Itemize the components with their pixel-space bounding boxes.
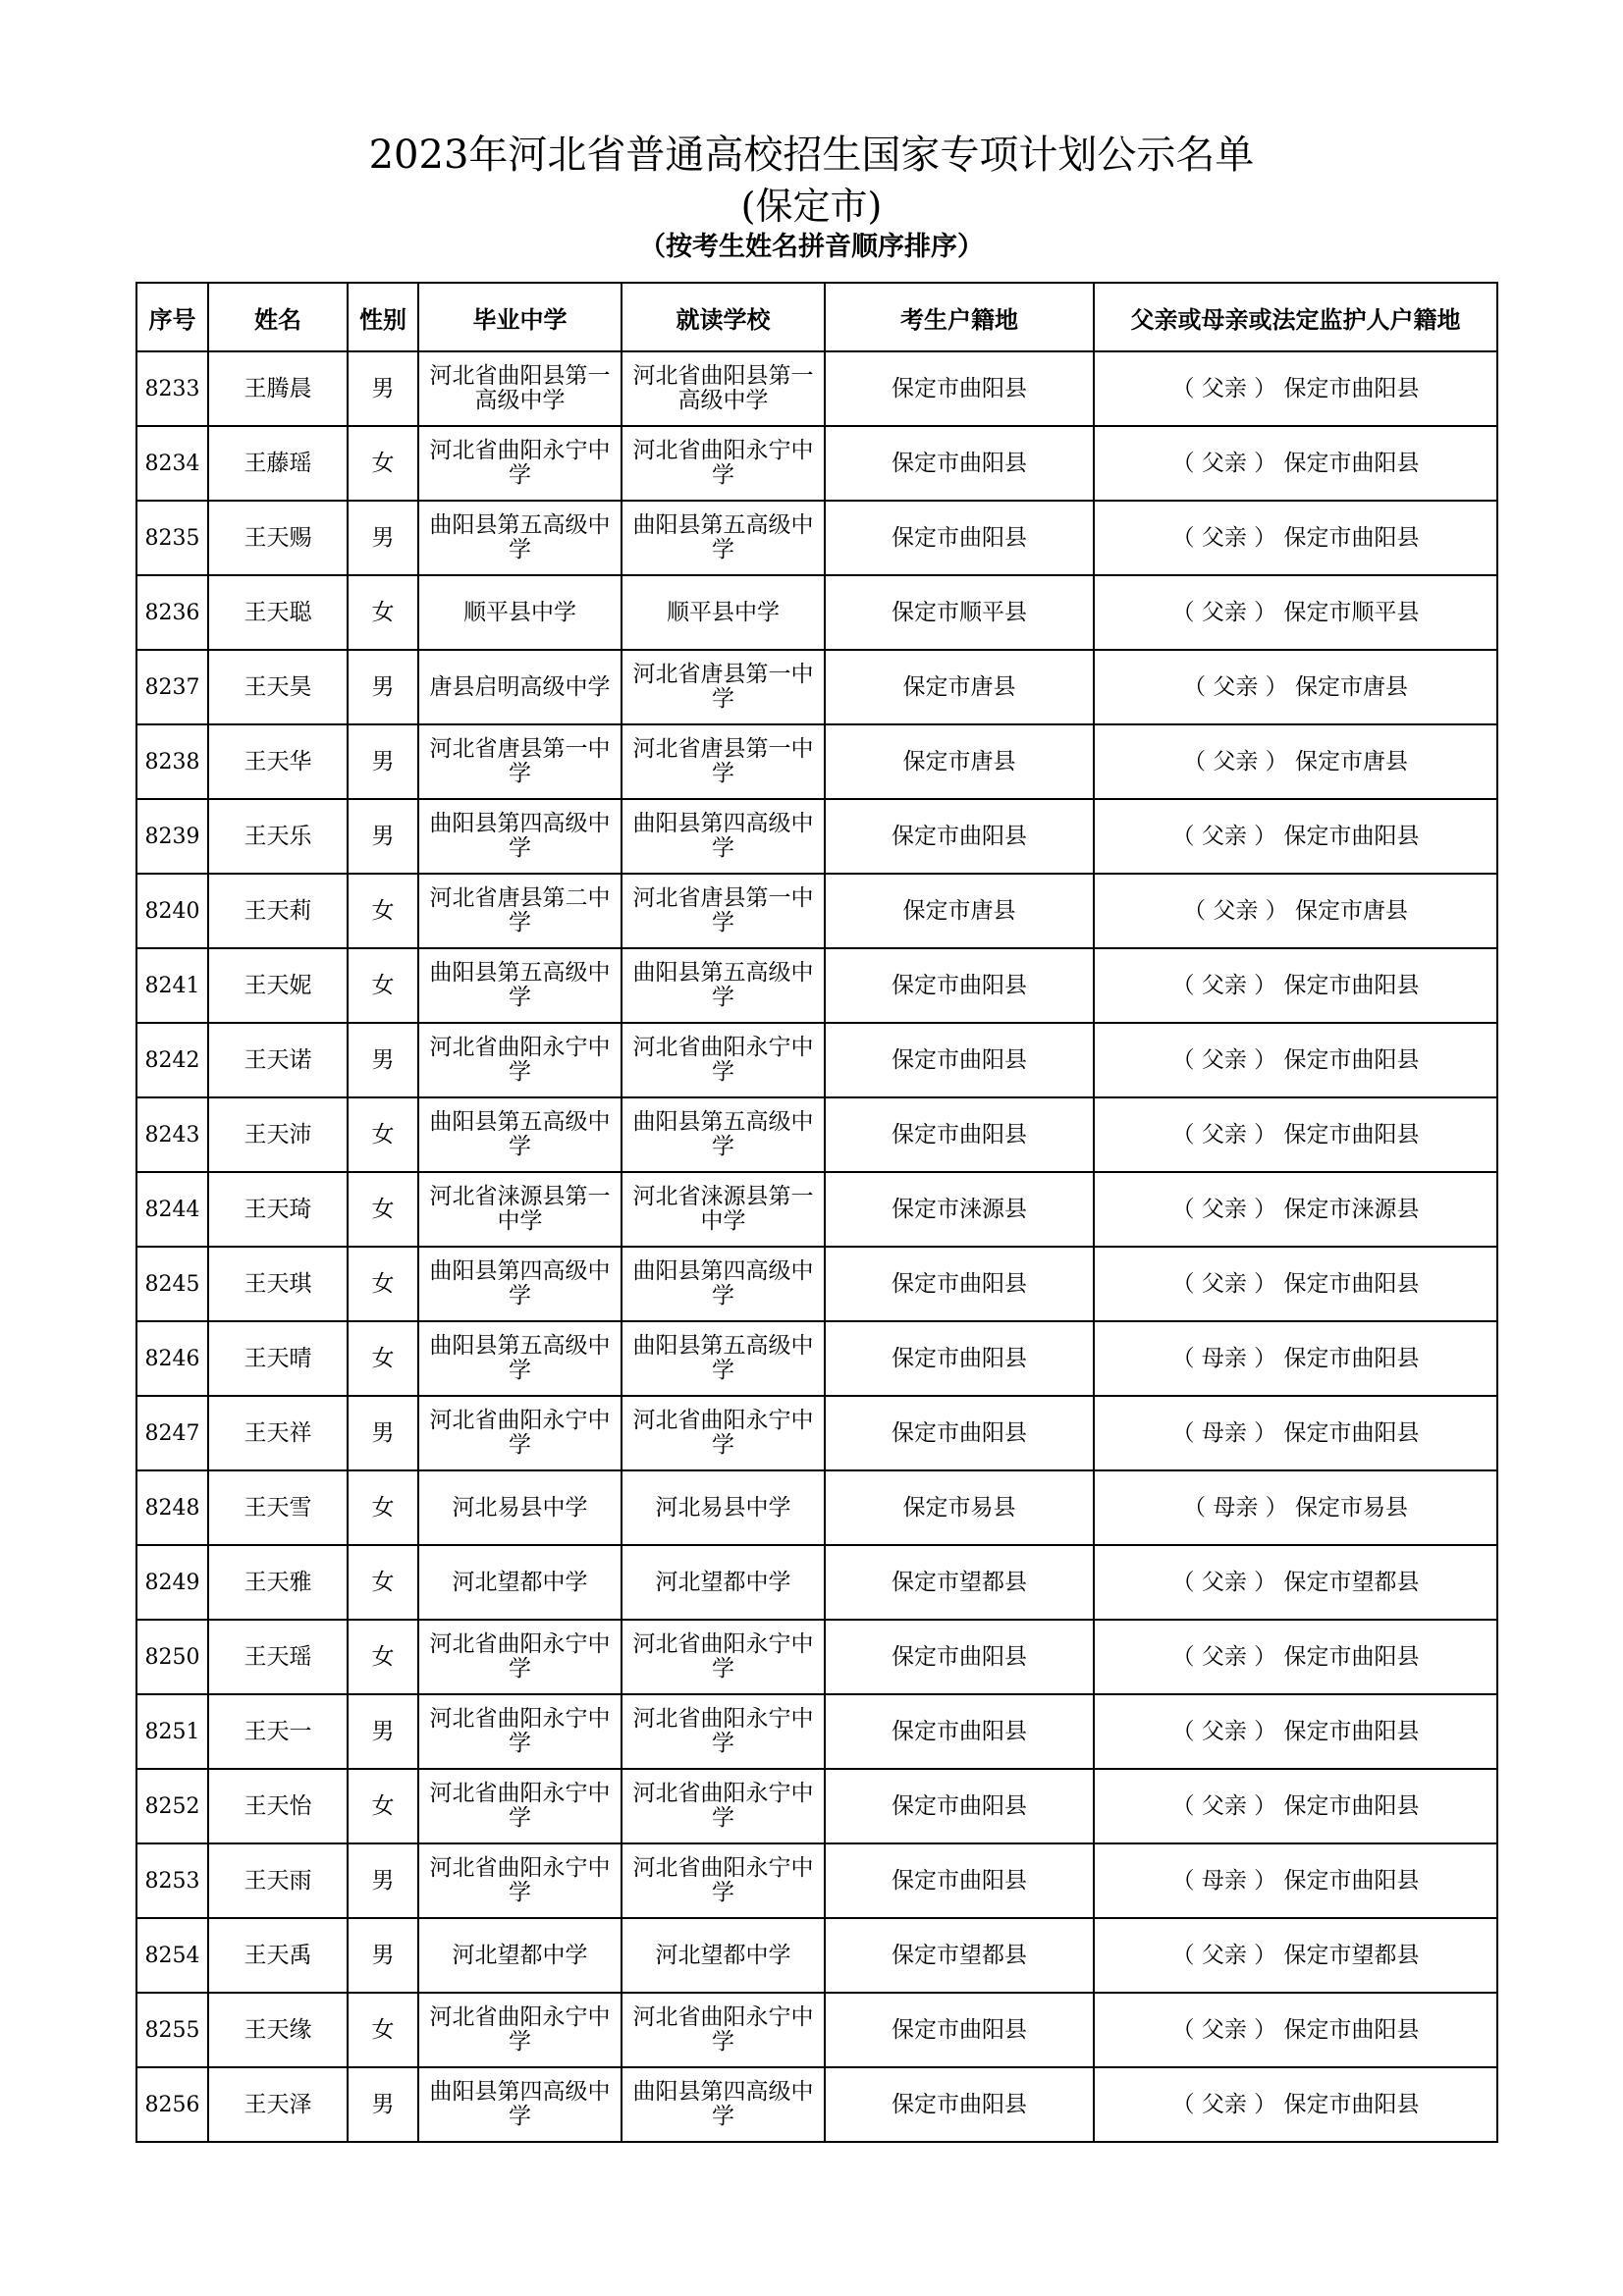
header-row xyxy=(136,283,1497,351)
seq-cell: 8245 xyxy=(136,1247,208,1321)
name-cell: 王天沛 xyxy=(208,1097,348,1172)
table-header xyxy=(136,283,1497,351)
name-cell: 王天泽 xyxy=(208,2067,348,2142)
table-row xyxy=(136,1023,1497,1097)
school-name-text: 河北易县中学 xyxy=(655,1494,791,1521)
school-name-text: 河北省曲阳永宁中学 xyxy=(632,1631,814,1682)
school-name-text: 河北省唐县第一中学 xyxy=(632,885,814,935)
current-school-cell xyxy=(622,1321,825,1396)
seq-cell: 8233 xyxy=(136,351,208,426)
table-row xyxy=(136,1545,1497,1620)
gender-cell: 女 xyxy=(348,1097,418,1172)
gender-cell: 男 xyxy=(348,799,418,874)
current-school-cell xyxy=(622,799,825,874)
student-hukou-cell: 保定市曲阳县 xyxy=(825,948,1094,1023)
table-row xyxy=(136,1247,1497,1321)
table-row xyxy=(136,1097,1497,1172)
student-hukou-cell: 保定市唐县 xyxy=(825,650,1094,724)
graduated-school-cell xyxy=(418,1247,622,1321)
gender-cell: 男 xyxy=(348,1918,418,1993)
student-hukou-cell: 保定市顺平县 xyxy=(825,575,1094,650)
name-cell: 王天禹 xyxy=(208,1918,348,1993)
guardian-hukou-cell: （ 父亲 ） 保定市曲阳县 xyxy=(1094,351,1497,426)
guardian-hukou-cell: （ 父亲 ） 保定市唐县 xyxy=(1094,874,1497,948)
guardian-hukou-cell: （ 父亲 ） 保定市曲阳县 xyxy=(1094,1694,1497,1769)
seq-cell: 8241 xyxy=(136,948,208,1023)
school-name-text: 河北省曲阳永宁中学 xyxy=(632,1408,814,1458)
guardian-hukou-cell: （ 母亲 ） 保定市曲阳县 xyxy=(1094,1843,1497,1918)
guardian-hukou-cell: （ 父亲 ） 保定市曲阳县 xyxy=(1094,2067,1497,2142)
school-name-text: 河北省曲阳永宁中学 xyxy=(429,1706,611,1756)
name-cell: 王天晴 xyxy=(208,1321,348,1396)
student-hukou-cell: 保定市曲阳县 xyxy=(825,1023,1094,1097)
guardian-hukou-cell: （ 父亲 ） 保定市顺平县 xyxy=(1094,575,1497,650)
graduated-school-cell xyxy=(418,1694,622,1769)
school-name-text: 河北省曲阳永宁中学 xyxy=(429,2004,611,2055)
gender-cell: 女 xyxy=(348,575,418,650)
graduated-school-cell xyxy=(418,1097,622,1172)
student-hukou-cell: 保定市涞源县 xyxy=(825,1172,1094,1247)
header-cell-name: 姓名 xyxy=(208,283,348,351)
name-cell: 王天雨 xyxy=(208,1843,348,1918)
gender-cell: 女 xyxy=(348,1993,418,2067)
student-hukou-cell: 保定市曲阳县 xyxy=(825,1321,1094,1396)
current-school-cell xyxy=(622,501,825,575)
school-name-text: 河北望都中学 xyxy=(452,1942,588,1968)
seq-cell: 8249 xyxy=(136,1545,208,1620)
table-row xyxy=(136,2067,1497,2142)
guardian-hukou-cell: （ 父亲 ） 保定市曲阳县 xyxy=(1094,1993,1497,2067)
gender-cell: 女 xyxy=(348,1769,418,1843)
seq-cell: 8237 xyxy=(136,650,208,724)
school-name-text: 河北省涞源县第一中学 xyxy=(429,1184,611,1234)
seq-cell: 8256 xyxy=(136,2067,208,2142)
table-row xyxy=(136,650,1497,724)
guardian-hukou-cell: （ 父亲 ） 保定市曲阳县 xyxy=(1094,1097,1497,1172)
header-cell-gender: 性别 xyxy=(348,283,418,351)
graduated-school-cell xyxy=(418,2067,622,2142)
name-cell: 王天妮 xyxy=(208,948,348,1023)
header-cell-student-hukou: 考生户籍地 xyxy=(825,283,1094,351)
gender-cell: 女 xyxy=(348,948,418,1023)
seq-cell: 8247 xyxy=(136,1396,208,1470)
table-row xyxy=(136,1396,1497,1470)
graduated-school-cell xyxy=(418,948,622,1023)
guardian-hukou-cell: （ 父亲 ） 保定市曲阳县 xyxy=(1094,1023,1497,1097)
current-school-cell xyxy=(622,874,825,948)
school-name-text: 河北省曲阳永宁中学 xyxy=(632,438,814,488)
student-hukou-cell: 保定市曲阳县 xyxy=(825,2067,1094,2142)
graduated-school-cell xyxy=(418,1172,622,1247)
roster-table xyxy=(135,282,1498,2143)
school-name-text: 曲阳县第五高级中学 xyxy=(632,960,814,1010)
school-name-text: 曲阳县第五高级中学 xyxy=(632,1109,814,1159)
gender-cell: 女 xyxy=(348,874,418,948)
school-name-text: 河北省曲阳永宁中学 xyxy=(632,1035,814,1085)
guardian-hukou-cell: （ 父亲 ） 保定市曲阳县 xyxy=(1094,799,1497,874)
student-hukou-cell: 保定市曲阳县 xyxy=(825,426,1094,501)
current-school-cell xyxy=(622,426,825,501)
graduated-school-cell xyxy=(418,1470,622,1545)
school-name-text: 河北省曲阳县第一高级中学 xyxy=(632,363,814,413)
header-cell-guardian-hukou: 父亲或母亲或法定监护人户籍地 xyxy=(1094,283,1497,351)
gender-cell: 女 xyxy=(348,1545,418,1620)
table-row xyxy=(136,799,1497,874)
table-row xyxy=(136,426,1497,501)
graduated-school-cell xyxy=(418,799,622,874)
school-name-text: 顺平县中学 xyxy=(463,599,576,625)
seq-cell: 8254 xyxy=(136,1918,208,1993)
school-name-text: 曲阳县第五高级中学 xyxy=(429,1109,611,1159)
table-row xyxy=(136,724,1497,799)
school-name-text: 河北省涞源县第一中学 xyxy=(632,1184,814,1234)
guardian-hukou-cell: （ 父亲 ） 保定市曲阳县 xyxy=(1094,426,1497,501)
guardian-hukou-cell: （ 父亲 ） 保定市唐县 xyxy=(1094,650,1497,724)
graduated-school-cell xyxy=(418,1843,622,1918)
student-hukou-cell: 保定市曲阳县 xyxy=(825,1694,1094,1769)
student-hukou-cell: 保定市曲阳县 xyxy=(825,501,1094,575)
guardian-hukou-cell: （ 母亲 ） 保定市曲阳县 xyxy=(1094,1396,1497,1470)
student-hukou-cell: 保定市曲阳县 xyxy=(825,799,1094,874)
current-school-cell xyxy=(622,1620,825,1694)
school-name-text: 顺平县中学 xyxy=(667,599,780,625)
guardian-hukou-cell: （ 父亲 ） 保定市曲阳县 xyxy=(1094,948,1497,1023)
school-name-text: 曲阳县第五高级中学 xyxy=(632,1333,814,1383)
graduated-school-cell xyxy=(418,426,622,501)
graduated-school-cell xyxy=(418,874,622,948)
current-school-cell xyxy=(622,1918,825,1993)
current-school-cell xyxy=(622,1172,825,1247)
school-name-text: 曲阳县第四高级中学 xyxy=(429,811,611,861)
seq-cell: 8253 xyxy=(136,1843,208,1918)
school-name-text: 河北望都中学 xyxy=(655,1942,791,1968)
current-school-cell xyxy=(622,1993,825,2067)
graduated-school-cell xyxy=(418,1321,622,1396)
gender-cell: 男 xyxy=(348,1396,418,1470)
name-cell: 王天华 xyxy=(208,724,348,799)
guardian-hukou-cell: （ 父亲 ） 保定市曲阳县 xyxy=(1094,1247,1497,1321)
seq-cell: 8235 xyxy=(136,501,208,575)
gender-cell: 女 xyxy=(348,1321,418,1396)
gender-cell: 男 xyxy=(348,1694,418,1769)
school-name-text: 曲阳县第四高级中学 xyxy=(632,1258,814,1308)
seq-cell: 8255 xyxy=(136,1993,208,2067)
seq-cell: 8240 xyxy=(136,874,208,948)
seq-cell: 8242 xyxy=(136,1023,208,1097)
gender-cell: 女 xyxy=(348,1172,418,1247)
student-hukou-cell: 保定市曲阳县 xyxy=(825,1620,1094,1694)
table-row xyxy=(136,1620,1497,1694)
graduated-school-cell xyxy=(418,1769,622,1843)
graduated-school-cell xyxy=(418,575,622,650)
school-name-text: 曲阳县第四高级中学 xyxy=(429,2079,611,2129)
gender-cell: 男 xyxy=(348,650,418,724)
current-school-cell xyxy=(622,1470,825,1545)
name-cell: 王天缘 xyxy=(208,1993,348,2067)
school-name-text: 曲阳县第五高级中学 xyxy=(429,1333,611,1383)
school-name-text: 河北省曲阳永宁中学 xyxy=(632,1855,814,1905)
school-name-text: 曲阳县第五高级中学 xyxy=(429,960,611,1010)
gender-cell: 女 xyxy=(348,1620,418,1694)
school-name-text: 河北省曲阳永宁中学 xyxy=(632,2004,814,2055)
school-name-text: 河北易县中学 xyxy=(452,1494,588,1521)
seq-cell: 8248 xyxy=(136,1470,208,1545)
student-hukou-cell: 保定市唐县 xyxy=(825,724,1094,799)
seq-cell: 8244 xyxy=(136,1172,208,1247)
current-school-cell xyxy=(622,650,825,724)
guardian-hukou-cell: （ 父亲 ） 保定市唐县 xyxy=(1094,724,1497,799)
seq-cell: 8250 xyxy=(136,1620,208,1694)
seq-cell: 8243 xyxy=(136,1097,208,1172)
school-name-text: 河北省唐县第一中学 xyxy=(429,736,611,786)
seq-cell: 8239 xyxy=(136,799,208,874)
current-school-cell xyxy=(622,351,825,426)
graduated-school-cell xyxy=(418,1620,622,1694)
name-cell: 王天琦 xyxy=(208,1172,348,1247)
current-school-cell xyxy=(622,1694,825,1769)
graduated-school-cell xyxy=(418,501,622,575)
school-name-text: 河北省曲阳永宁中学 xyxy=(429,438,611,488)
school-name-text: 河北省曲阳永宁中学 xyxy=(632,1706,814,1756)
table-row xyxy=(136,575,1497,650)
name-cell: 王天乐 xyxy=(208,799,348,874)
current-school-cell xyxy=(622,1247,825,1321)
table-row xyxy=(136,1321,1497,1396)
sort-note: （按考生姓名拼音顺序排序） xyxy=(639,232,984,262)
table-body xyxy=(136,351,1497,2142)
current-school-cell xyxy=(622,1843,825,1918)
current-school-cell xyxy=(622,1023,825,1097)
school-name-text: 河北望都中学 xyxy=(655,1569,791,1595)
table-row xyxy=(136,501,1497,575)
document-title: 2023年河北省普通高校招生国家专项计划公示名单 xyxy=(368,133,1255,178)
table-row xyxy=(136,351,1497,426)
seq-cell: 8252 xyxy=(136,1769,208,1843)
school-name-text: 河北省曲阳永宁中学 xyxy=(429,1631,611,1682)
school-name-text: 曲阳县第四高级中学 xyxy=(429,1258,611,1308)
document-subtitle: (保定市) xyxy=(740,185,883,228)
guardian-hukou-cell: （ 父亲 ） 保定市曲阳县 xyxy=(1094,1620,1497,1694)
school-name-text: 河北省唐县第二中学 xyxy=(429,885,611,935)
school-name-text: 曲阳县第四高级中学 xyxy=(632,811,814,861)
header-cell-seq: 序号 xyxy=(136,283,208,351)
name-cell: 王腾晨 xyxy=(208,351,348,426)
name-cell: 王天祥 xyxy=(208,1396,348,1470)
gender-cell: 男 xyxy=(348,501,418,575)
gender-cell: 女 xyxy=(348,1247,418,1321)
name-cell: 王藤瑶 xyxy=(208,426,348,501)
school-name-text: 曲阳县第四高级中学 xyxy=(632,2079,814,2129)
gender-cell: 男 xyxy=(348,351,418,426)
table-row xyxy=(136,1993,1497,2067)
gender-cell: 女 xyxy=(348,426,418,501)
table-row xyxy=(136,1470,1497,1545)
graduated-school-cell xyxy=(418,1396,622,1470)
school-name-text: 河北省曲阳永宁中学 xyxy=(429,1855,611,1905)
name-cell: 王天赐 xyxy=(208,501,348,575)
current-school-cell xyxy=(622,1769,825,1843)
name-cell: 王天雅 xyxy=(208,1545,348,1620)
current-school-cell xyxy=(622,1545,825,1620)
student-hukou-cell: 保定市曲阳县 xyxy=(825,1396,1094,1470)
name-cell: 王天聪 xyxy=(208,575,348,650)
graduated-school-cell xyxy=(418,724,622,799)
seq-cell: 8238 xyxy=(136,724,208,799)
guardian-hukou-cell: （ 父亲 ） 保定市涞源县 xyxy=(1094,1172,1497,1247)
header-cell-graduated-school: 毕业中学 xyxy=(418,283,622,351)
student-hukou-cell: 保定市曲阳县 xyxy=(825,1097,1094,1172)
guardian-hukou-cell: （ 父亲 ） 保定市曲阳县 xyxy=(1094,1769,1497,1843)
table-row xyxy=(136,1918,1497,1993)
student-hukou-cell: 保定市曲阳县 xyxy=(825,1843,1094,1918)
gender-cell: 男 xyxy=(348,1843,418,1918)
school-name-text: 曲阳县第五高级中学 xyxy=(429,512,611,562)
student-hukou-cell: 保定市曲阳县 xyxy=(825,1993,1094,2067)
graduated-school-cell xyxy=(418,351,622,426)
student-hukou-cell: 保定市望都县 xyxy=(825,1918,1094,1993)
school-name-text: 唐县启明高级中学 xyxy=(429,673,611,700)
seq-cell: 8236 xyxy=(136,575,208,650)
gender-cell: 男 xyxy=(348,2067,418,2142)
graduated-school-cell xyxy=(418,1993,622,2067)
name-cell: 王天雪 xyxy=(208,1470,348,1545)
table-row xyxy=(136,1843,1497,1918)
name-cell: 王天琪 xyxy=(208,1247,348,1321)
name-cell: 王天一 xyxy=(208,1694,348,1769)
student-hukou-cell: 保定市曲阳县 xyxy=(825,1769,1094,1843)
current-school-cell xyxy=(622,1097,825,1172)
name-cell: 王天瑶 xyxy=(208,1620,348,1694)
current-school-cell xyxy=(622,575,825,650)
gender-cell: 男 xyxy=(348,724,418,799)
student-hukou-cell: 保定市望都县 xyxy=(825,1545,1094,1620)
guardian-hukou-cell: （ 母亲 ） 保定市曲阳县 xyxy=(1094,1321,1497,1396)
guardian-hukou-cell: （ 父亲 ） 保定市望都县 xyxy=(1094,1918,1497,1993)
guardian-hukou-cell: （ 母亲 ） 保定市易县 xyxy=(1094,1470,1497,1545)
seq-cell: 8234 xyxy=(136,426,208,501)
table-row xyxy=(136,1172,1497,1247)
gender-cell: 女 xyxy=(348,1470,418,1545)
current-school-cell xyxy=(622,1396,825,1470)
header-cell-current-school: 就读学校 xyxy=(622,283,825,351)
name-cell: 王天怡 xyxy=(208,1769,348,1843)
graduated-school-cell xyxy=(418,1023,622,1097)
graduated-school-cell xyxy=(418,1918,622,1993)
graduated-school-cell xyxy=(418,650,622,724)
table-row xyxy=(136,1769,1497,1843)
guardian-hukou-cell: （ 父亲 ） 保定市望都县 xyxy=(1094,1545,1497,1620)
school-name-text: 河北省曲阳永宁中学 xyxy=(429,1781,611,1831)
school-name-text: 河北省唐县第一中学 xyxy=(632,736,814,786)
gender-cell: 男 xyxy=(348,1023,418,1097)
student-hukou-cell: 保定市易县 xyxy=(825,1470,1094,1545)
current-school-cell xyxy=(622,948,825,1023)
name-cell: 王天莉 xyxy=(208,874,348,948)
seq-cell: 8251 xyxy=(136,1694,208,1769)
school-name-text: 河北省曲阳永宁中学 xyxy=(429,1035,611,1085)
graduated-school-cell xyxy=(418,1545,622,1620)
seq-cell: 8246 xyxy=(136,1321,208,1396)
table-row xyxy=(136,1694,1497,1769)
current-school-cell xyxy=(622,724,825,799)
name-cell: 王天诺 xyxy=(208,1023,348,1097)
name-cell: 王天昊 xyxy=(208,650,348,724)
current-school-cell xyxy=(622,2067,825,2142)
table-row xyxy=(136,874,1497,948)
student-hukou-cell: 保定市曲阳县 xyxy=(825,351,1094,426)
school-name-text: 河北省曲阳县第一高级中学 xyxy=(429,363,611,413)
school-name-text: 河北省曲阳永宁中学 xyxy=(429,1408,611,1458)
student-hukou-cell: 保定市曲阳县 xyxy=(825,1247,1094,1321)
school-name-text: 曲阳县第五高级中学 xyxy=(632,512,814,562)
school-name-text: 河北望都中学 xyxy=(452,1569,588,1595)
student-hukou-cell: 保定市唐县 xyxy=(825,874,1094,948)
guardian-hukou-cell: （ 父亲 ） 保定市曲阳县 xyxy=(1094,501,1497,575)
school-name-text: 河北省唐县第一中学 xyxy=(632,662,814,712)
school-name-text: 河北省曲阳永宁中学 xyxy=(632,1781,814,1831)
table-row xyxy=(136,948,1497,1023)
